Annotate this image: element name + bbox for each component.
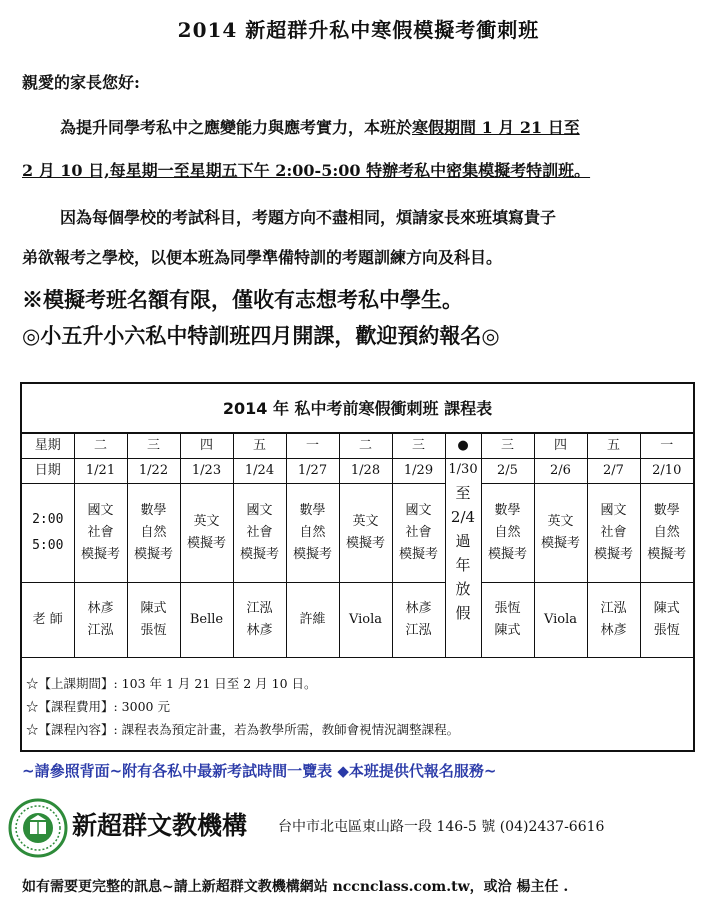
teacher-cell: Belle <box>180 583 233 658</box>
table-row-subjects <box>22 484 693 583</box>
reference-note: ~請參照背面~附有各私中最新考試時間一覽表 ◆本班提供代報名服務~ <box>22 762 497 780</box>
date-cell: 2/5 <box>481 459 534 484</box>
info-content: ☆【課程內容】: 課程表為預定計畫，若為教學所需，教師會視情況調整課程。 <box>26 722 460 737</box>
subject-cell: 數學 自然 模擬考 <box>481 484 534 583</box>
footer-contact: 如有需要更完整的訊息~請上新超群文教機構網站 nccnclass.com.tw，或洽 楊主任 . <box>22 879 569 895</box>
subject-cell: 國文 社會 模擬考 <box>587 484 640 583</box>
date-cell: 1/27 <box>286 459 339 484</box>
subject-cell: 英文 模擬考 <box>180 484 233 583</box>
organization-logo-icon <box>8 798 68 858</box>
date-cell: 2/10 <box>640 459 693 484</box>
page-title: 2014 新超群升私中寒假模擬考衝刺班 <box>177 18 540 42</box>
greeting: 親愛的家長您好: <box>22 73 140 92</box>
holiday-cell <box>445 459 481 658</box>
weekday-cell: 一 <box>286 433 339 459</box>
weekday-label: 星期 <box>22 433 74 459</box>
schedule-box <box>20 382 695 752</box>
weekday-cell: 四 <box>180 433 233 459</box>
info-fee: ☆【課程費用】: 3000 元 <box>26 699 170 714</box>
schedule-title: 2014 年 私中考前寒假衝刺班 課程表 <box>222 399 493 418</box>
date-cell: 2/6 <box>534 459 587 484</box>
date-cell: 1/22 <box>127 459 180 484</box>
date-cell: 1/21 <box>74 459 127 484</box>
subject-cell: 數學 自然 模擬考 <box>127 484 180 583</box>
teacher-cell: Viola <box>534 583 587 658</box>
organization-name: 新超群文教機構 <box>72 811 248 840</box>
table-row-date <box>22 459 693 484</box>
time-label: 2:00 5:00 <box>22 484 74 583</box>
table-row-teachers <box>22 583 693 658</box>
teacher-cell: 江泓 林彥 <box>233 583 286 658</box>
weekday-cell: 四 <box>534 433 587 459</box>
weekday-cell: 三 <box>481 433 534 459</box>
teacher-cell: 許維 <box>286 583 339 658</box>
weekday-cell: 二 <box>74 433 127 459</box>
date-cell: 1/29 <box>392 459 445 484</box>
date-cell: 1/23 <box>180 459 233 484</box>
date-cell: 1/24 <box>233 459 286 484</box>
spring-class-note: ◎小五升小六私中特訓班四月開課，歡迎預約報名◎ <box>22 323 500 348</box>
subject-cell: 國文 社會 模擬考 <box>392 484 445 583</box>
teacher-cell: 陳式 張恆 <box>640 583 693 658</box>
teacher-cell: 林彥 江泓 <box>74 583 127 658</box>
schedule-table <box>22 432 693 658</box>
weekday-cell: 五 <box>587 433 640 459</box>
weekday-cell: 三 <box>127 433 180 459</box>
teacher-label: 老 師 <box>22 583 74 658</box>
teacher-cell: 林彥 江泓 <box>392 583 445 658</box>
teacher-cell: 陳式 張恆 <box>127 583 180 658</box>
subject-cell: 英文 模擬考 <box>534 484 587 583</box>
info-period: ☆【上課期間】: 103 年 1 月 21 日至 2 月 10 日。 <box>26 676 317 691</box>
teacher-cell: Viola <box>339 583 392 658</box>
teacher-cell: 張恆 陳式 <box>481 583 534 658</box>
subject-cell: 國文 社會 模擬考 <box>74 484 127 583</box>
date-cell: 2/7 <box>587 459 640 484</box>
paragraph-1-text: 為提升同學考私中之應變能力與應考實力，本班於 <box>60 118 413 137</box>
teacher-cell: 江泓 林彥 <box>587 583 640 658</box>
holiday-text: 至 2/4 過 年 放 假 <box>450 484 476 622</box>
subject-cell: 英文 模擬考 <box>339 484 392 583</box>
organization-address: 台中市北屯區東山路一段 146-5 號 (04)2437-6616 <box>278 819 605 835</box>
limited-seats-note: ※模擬考班名額有限，僅收有志想考私中學生。 <box>22 287 463 312</box>
weekday-cell: 二 <box>339 433 392 459</box>
subject-cell: 數學 自然 模擬考 <box>286 484 339 583</box>
paragraph-3: 因為每個學校的考試科目，考題方向不盡相同，煩請家長來班填寫貴子 <box>60 208 557 227</box>
paragraph-1-period: 寒假期間 1 月 21 日至 <box>412 118 580 137</box>
subject-cell: 國文 社會 模擬考 <box>233 484 286 583</box>
paragraph-4: 弟欲報考之學校，以便本班為同學準備特訓的考題訓練方向及科目。 <box>22 248 503 267</box>
subject-cell: 數學 自然 模擬考 <box>640 484 693 583</box>
paragraph-2: 2 月 10 日,每星期一至星期五下午 2:00-5:00 特辦考私中密集模擬考特訓班。 <box>22 161 591 180</box>
date-cell: 1/28 <box>339 459 392 484</box>
weekday-cell: 三 <box>392 433 445 459</box>
paragraph-1 <box>60 115 580 138</box>
holiday-marker: ● <box>445 433 481 459</box>
weekday-cell: 五 <box>233 433 286 459</box>
date-label: 日期 <box>22 459 74 484</box>
weekday-cell: 一 <box>640 433 693 459</box>
holiday-date: 1/30 <box>448 462 478 477</box>
table-row-weekday <box>22 433 693 459</box>
